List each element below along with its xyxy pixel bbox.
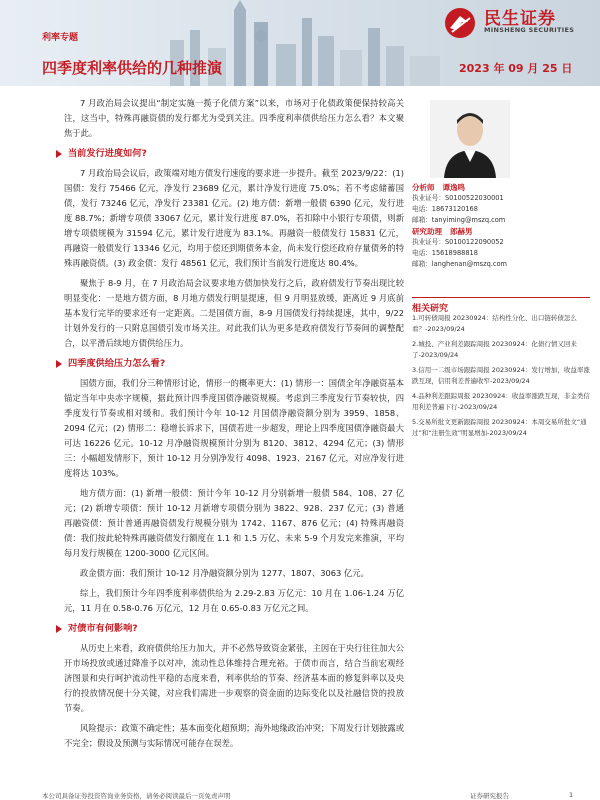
header-banner	[0, 0, 600, 86]
paragraph-policy-bank: 政金债方面：我们预计 10-12 月净融资额分别为 1277、1807、3063 亿元。	[80, 568, 369, 578]
related-item[interactable]: 2.城投、产业利差跟踪周报 20230924：化债行情又回来了-2023/09/24	[412, 340, 577, 359]
analyst-2-phone: 电话：15618988818	[412, 249, 478, 257]
paragraph-treasury: 国债方面，我们分三种情形讨论，情形一的概率更大：(1) 情形一：国债全年净融资基本锚定当年中央赤字规模，据此预计四季度国债净融资规模。考虑到三季度发行节奏较快，四季度发行节奏或相对缓和。我们预计今年 10-12 月国债净融资额分别为 3959、1858、2094 亿元；(2) 情形二：稳增长诉求下，国债若进一步超发，理论上四季度国债净融资最大可达 16226 亿元。10-12 月净融资规模预计分别为 8120、3812、4294 亿元；(3) 情形三：小幅超发情形下，预计 10-12 月分别净发行 4098、1923、2167 亿元，对应净发行进度将达 103%。	[64, 378, 404, 478]
logo-text-en: MINSHENG SECURITIES	[484, 26, 575, 34]
analyst-2-license: 执业证号：S0100122090052	[412, 238, 504, 246]
related-research-title: 相关研究	[412, 297, 590, 314]
intro-paragraph: 7 月政治局会议提出“制定实施一揽子化债方案”以来，市场对于化债政策便保持较高关注，这当中，特殊再融资债的发行都尤为受到关注。四季度利率债供给压力怎么看？本文聚焦于此。	[64, 98, 404, 138]
paragraph-progress: 7 月政治局会议后，政策端对地方债发行速度的要求进一步提升。截至 2023/9/22：(1) 国债：发行 75466 亿元，净发行 23689 亿元，累计净发行进度 75.0%；若不考虑储蓄国债，发行 73246 亿元，净发行 23381 亿元。(2) 地方债：新增一般债 6390 亿元，发行进度 88.7%；新增专项债 33067 亿元，累计发行进度 87.0%，若扣除中小银行专项债，则新增专项债规模为 31594 亿元，累计发行进度为 83.1%。再融资一般债发行 15831 亿元，再融资一般债发行 13346 亿元，均用于偿还到期债务本金，尚未发行偿还政府存量债务的特殊再融资债。(3) 政金债：发行 48561 亿元，我们预计当前发行进度达 80.4%。	[64, 168, 404, 268]
section-heading-supply: 四季度供给压力怎么看?	[56, 356, 404, 371]
logo-text-cn: 民生证券	[484, 9, 556, 29]
paragraph-local: 地方债方面：(1) 新增一般债：预计今年 10-12 月分别新增一般债 584、108、27 亿元；(2) 新增专项债：预计 10-12 月新增专项债分别为 3822、928、237 亿元；(3) 普通再融资债：预计普通再融资债发行规模分别为 1742、1167、876 亿元；(4) 特殊再融资债：我们按此轮特殊再融资债发行额度在 1.1 和 1.5 万亿、未来 5-9 个月发完来推演，平均每月发行规模在 1200-3000 亿元区间。	[64, 488, 404, 558]
analyst-photo	[430, 100, 510, 178]
related-item[interactable]: 3.信用一二级市场跟踪周报 20230924：发行增加，收益率涨跌互现，信用利差普遍收窄-2023/09/24	[412, 366, 590, 385]
page-number: 1	[569, 791, 574, 799]
paragraph-summary: 综上，我们预计今年四季度利率债供给为 2.29-2.83 万亿元：10 月在 1.06-1.24 万亿元，11 月在 0.58-0.76 万亿元，12 月在 0.65-0.83 万亿元之间。	[64, 588, 404, 613]
related-item[interactable]: 4.品种利差跟踪周报 20230924：收益率涨跌互现，非金类信用利差普遍下行-2023/09/24	[412, 392, 590, 411]
paragraph-aug-sep: 聚焦于 8-9 月，在 7 月政治局会议要求地方债加快发行之后，政府债发行节奏出现比较明显变化：一是地方债方面，8 月地方债发行明显提速，但 9 月明显放缓，距离近 9 月底前基本发行完毕的要求还有一定距离。二是国债方面，8-9 月国债发行持续提速，其中，9/22 计划外发行的一只附息国债引发市场关注。对此我们认为更多是政府债发行节奏间的调整配合，以平滑后续地方债供给压力。	[64, 278, 404, 348]
page-footer	[0, 786, 600, 800]
report-type: 证券研究报告	[470, 792, 509, 800]
arrow-icon	[56, 625, 62, 633]
related-item[interactable]: 5.交易所批文更新跟踪周报 20230924：本周交易所批文“通过”和“注册生效”明显增加-2023/09/24	[412, 418, 587, 437]
analyst-1-license: 执业证号：S0100522030001	[412, 194, 504, 202]
analyst-1-phone: 电话：18673120168	[412, 205, 478, 213]
section-heading-impact: 对债市有何影响?	[56, 621, 404, 636]
paragraph-impact: 从历史上来看，政府债供给压力加大，并不必然导致资金紧张，主因在于央行往往加大公开市场投放或通过降准予以对冲，流动性总体维持合理充裕。于债市而言，结合当前宏观经济图景和央行呵护流动性平稳的态度来看，利率供给的节奏、经济基本面的修复斜率以及央行的投放情况便十分关键，对应我们需进一步观察的资金面的边际变化以及社融信贷的投放节奏。	[64, 643, 404, 713]
report-category: 利率专题	[42, 33, 79, 43]
related-research-list	[412, 313, 590, 443]
analyst-2-email[interactable]: 邮箱：langhenan@mszq.com	[412, 260, 507, 268]
paragraph-risk: 风险提示：政策不确定性；基本面变化超预期；海外地缘政治冲突；下周发行计划披露或不完全；假设及预测与实际情况可能存在误差。	[64, 723, 404, 748]
report-title: 四季度利率供给的几种推演	[42, 59, 223, 77]
main-content	[64, 96, 404, 756]
disclaimer-note: 本公司具备证券投资咨询业务资格，请务必阅读最后一页免责声明	[42, 792, 231, 800]
related-item[interactable]: 1.可转债周报 20230924：结构性分化、出口链转债怎么看？-2023/09/24	[412, 314, 577, 333]
analyst-1: 分析师 谭逸鸣	[412, 183, 465, 192]
analyst-panel	[412, 182, 590, 270]
section-heading-progress: 当前发行进度如何?	[56, 146, 404, 161]
arrow-icon	[56, 360, 62, 368]
analyst-1-email[interactable]: 邮箱：tanyiming@mszq.com	[412, 216, 506, 224]
arrow-icon	[56, 150, 62, 158]
analyst-2: 研究助理 郎赫男	[412, 227, 473, 236]
report-date: 2023 年 09 月 25 日	[459, 62, 573, 75]
